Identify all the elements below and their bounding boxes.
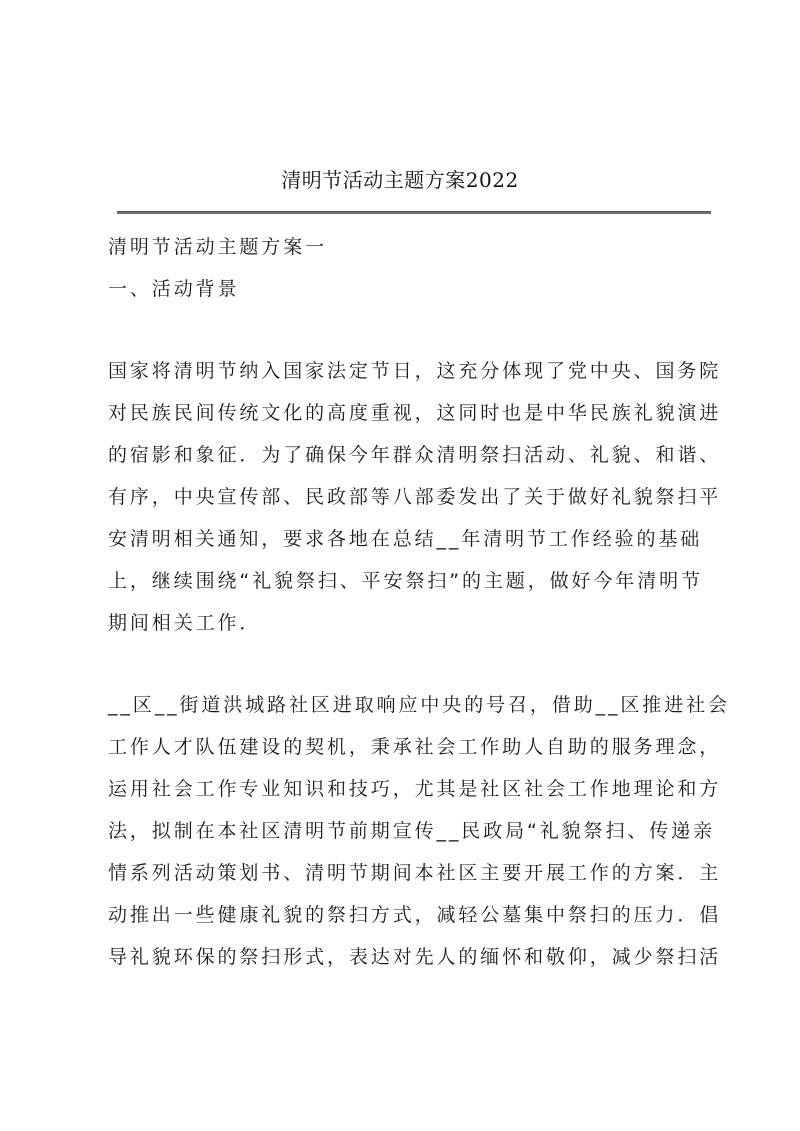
paragraph-1-line: 安清明相关通知，要求各地在总结__年清明节工作经验的基础 [108,528,703,550]
plan-subtitle: 清明节活动主题方案一 [108,236,328,258]
paragraph-2-line: 运用社会工作专业知识和技巧，尤其是社区社会工作地理论和方 [108,778,722,800]
paragraph-1-line: 对民族民间传统文化的高度重视，这同时也是中华民族礼貌演进 [108,402,722,424]
paragraph-2-line: 工作人才队伍建设的契机，秉承社会工作助人自助的服务理念， [108,736,722,758]
section-heading: 一、活动背景 [108,278,240,300]
title-divider [117,211,711,214]
paragraph-1-line: 有序，中央宣传部、民政部等八部委发出了关于做好礼貌祭扫平 [108,486,722,508]
paragraph-1-line: 上，继续围绕“礼貌祭扫、平安祭扫”的主题，做好今年清明节 [108,570,703,592]
paragraph-2-line: 法，拟制在本社区清明节前期宣传__民政局“礼貌祭扫、传递亲 [108,820,715,842]
document-title: 清明节活动主题方案2022 [281,168,519,192]
paragraph-2-line: 动推出一些健康礼貌的祭扫方式，减轻公墓集中祭扫的压力．倡 [108,904,722,926]
paragraph-2-line: 导礼貌环保的祭扫形式，表达对先人的缅怀和敬仰，减少祭扫活 [108,946,722,968]
paragraph-2-line: 情系列活动策划书、清明节期间本社区主要开展工作的方案．主 [108,862,722,884]
paragraph-1-line: 国家将清明节纳入国家法定节日，这充分体现了党中央、国务院 [108,360,722,382]
paragraph-2-line: __区__街道洪城路社区进取响应中央的号召，借助__区推进社会 [108,694,730,716]
paragraph-1-line: 的宿影和象征．为了确保今年群众清明祭扫活动、礼貌、和谐、 [108,444,722,466]
paragraph-1-line: 期间相关工作． [108,612,262,634]
